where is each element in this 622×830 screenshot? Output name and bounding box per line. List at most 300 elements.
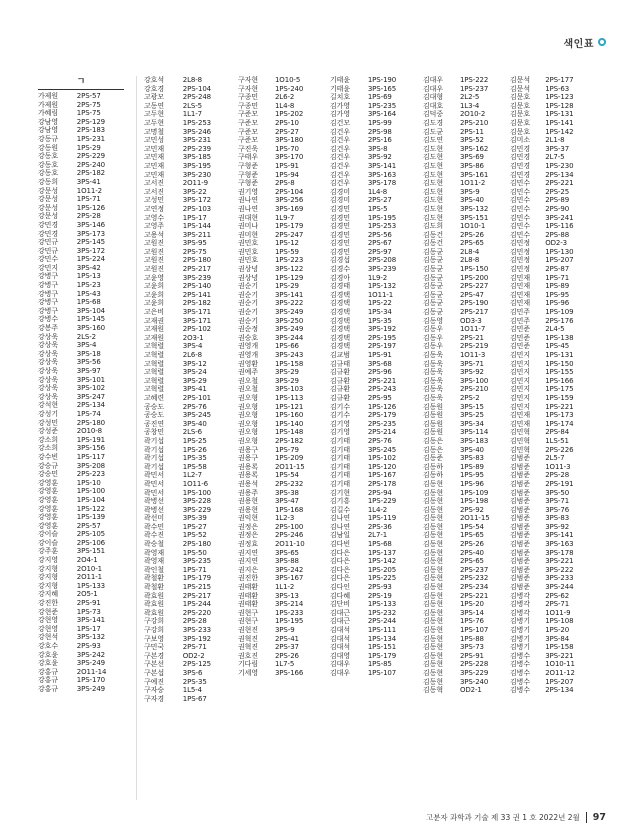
author-name: 강문성 xyxy=(38,203,58,212)
index-entry xyxy=(510,660,590,669)
index-entry xyxy=(144,583,232,592)
page-reference: 3PS-233 xyxy=(182,626,212,634)
page-number: 97 xyxy=(592,811,606,823)
author-name: 김나연 xyxy=(330,514,350,523)
author-name: 김동은 xyxy=(423,436,443,445)
page-reference: 1PS-205 xyxy=(367,565,397,574)
index-entry xyxy=(144,368,232,377)
index-entry xyxy=(510,549,590,558)
index-entry xyxy=(144,291,232,300)
author-name: 권정은 xyxy=(238,531,258,540)
page-reference: 3PS-73 xyxy=(459,643,484,652)
author-name: 김건모 xyxy=(330,118,350,127)
author-name: 김대석 xyxy=(330,626,350,634)
author-name: 강성기 xyxy=(38,409,58,418)
index-entry xyxy=(330,265,416,274)
page-reference: 1L4-2 xyxy=(367,505,388,514)
page-reference: 3PS-25 xyxy=(459,411,484,420)
author-name: 권현구 xyxy=(238,617,258,626)
index-columns xyxy=(38,76,588,800)
author-name: 김동현 xyxy=(423,548,443,557)
index-entry xyxy=(38,487,126,496)
index-entry xyxy=(238,626,322,635)
page-reference: 3PS-172 xyxy=(182,196,212,205)
page-reference: 3PS-103 xyxy=(274,385,304,394)
index-entry xyxy=(330,85,416,94)
author-name: 김기태 xyxy=(330,445,350,454)
index-entry xyxy=(510,188,590,197)
index-entry xyxy=(423,506,507,515)
author-name: 김민경 xyxy=(510,144,530,153)
author-name: 권현진 xyxy=(238,626,258,634)
page-reference: 2PS-62 xyxy=(545,591,570,600)
index-entry xyxy=(330,196,416,205)
author-name: 강동호 xyxy=(38,152,58,161)
index-entry xyxy=(144,695,232,704)
index-entry xyxy=(330,428,416,437)
index-entry xyxy=(510,334,590,343)
page-reference: 2PS-239 xyxy=(182,144,212,153)
index-entry xyxy=(510,93,590,102)
author-name: 김경택 xyxy=(330,290,350,299)
page-reference: 3PS-242 xyxy=(274,565,304,574)
author-name: 고명철 xyxy=(144,127,164,136)
page-reference: 2PS-100 xyxy=(274,522,304,531)
author-name: 김동균 xyxy=(423,247,443,256)
index-entry xyxy=(330,214,416,223)
index-entry xyxy=(38,358,126,367)
author-name: 강문성 xyxy=(38,195,58,204)
page-reference: 2PS-223 xyxy=(76,470,106,479)
author-name: 김동원 xyxy=(423,411,443,420)
author-name: 김대우 xyxy=(330,668,350,677)
author-name: 고혁렬 xyxy=(144,368,164,377)
page-reference: 1PS-173 xyxy=(545,411,574,420)
index-entry xyxy=(144,420,232,429)
author-name: 곽민서 xyxy=(144,488,164,497)
author-name: 김다은 xyxy=(330,574,350,583)
author-name: 강민규 xyxy=(38,246,58,255)
page-reference: 3PS-208 xyxy=(76,461,106,470)
author-name: 김동현 xyxy=(423,565,443,574)
author-name: 김동원 xyxy=(423,419,443,428)
page-reference: 3PS-38 xyxy=(274,488,299,497)
author-name: 김범준 xyxy=(510,565,530,574)
index-entry xyxy=(238,617,322,626)
index-entry xyxy=(510,446,590,455)
index-entry xyxy=(423,635,507,644)
index-entry xyxy=(423,617,507,626)
page-reference: 3PS-13 xyxy=(274,591,299,600)
author-name: 김경택 xyxy=(330,308,350,317)
index-entry xyxy=(423,471,507,480)
author-name: 강문성 xyxy=(38,212,58,221)
page-reference: 1PS-5 xyxy=(367,204,388,213)
page-reference: 1PS-71 xyxy=(545,273,570,282)
index-entry xyxy=(423,557,507,566)
author-name: 강홍규 xyxy=(38,684,58,693)
page-reference: 3PS-250 xyxy=(274,316,304,325)
author-name: 김범준 xyxy=(510,479,530,488)
author-name: 김동현 xyxy=(423,651,443,660)
page-reference: 3PS-249 xyxy=(274,325,304,334)
index-entry xyxy=(510,626,590,635)
author-name: 고광모 xyxy=(144,93,164,102)
page-reference: 2PS-88 xyxy=(545,230,570,239)
index-entry xyxy=(423,643,507,652)
page-reference: 1PS-107 xyxy=(459,626,489,634)
index-entry xyxy=(510,420,590,429)
page-reference: 2PS-57 xyxy=(76,92,101,100)
author-name: 권용구 xyxy=(238,454,258,463)
page-reference: 2PS-76 xyxy=(182,402,207,411)
page-reference: 2PS-35 xyxy=(182,677,207,686)
page-reference: 2O11-1 xyxy=(76,573,102,582)
page-reference: 3PS-83 xyxy=(545,514,570,523)
page-reference: 2PS-208 xyxy=(367,256,397,265)
page-reference: 1PS-144 xyxy=(182,222,212,231)
author-name: 고민재 xyxy=(144,170,164,179)
index-entry xyxy=(510,643,590,652)
page-reference: OD3-3 xyxy=(459,316,482,325)
index-entry xyxy=(144,531,232,540)
author-name: 김민재 xyxy=(510,273,530,282)
index-entry xyxy=(238,394,322,403)
index-entry xyxy=(330,566,416,575)
author-name: 김범준 xyxy=(510,497,530,506)
index-entry xyxy=(330,437,416,446)
index-entry xyxy=(144,506,232,515)
index-entry xyxy=(423,153,507,162)
author-name: 김다빈 xyxy=(330,540,350,549)
page-reference: 1PS-59 xyxy=(274,247,299,256)
index-entry xyxy=(510,231,590,240)
index-entry xyxy=(238,299,322,308)
index-entry xyxy=(238,497,322,506)
author-name: 가혜림 xyxy=(38,109,58,118)
index-entry xyxy=(144,205,232,214)
author-name: 김다은 xyxy=(330,557,350,566)
index-entry xyxy=(144,188,232,197)
author-name: 김동원 xyxy=(423,402,443,411)
author-name: 강호윤 xyxy=(38,659,58,668)
page-reference: 1PS-235 xyxy=(367,101,397,110)
page-reference: 2PS-219 xyxy=(459,342,489,351)
page-reference: 2PS-93 xyxy=(367,583,392,592)
author-name: 강남영 xyxy=(38,117,58,126)
author-name: 강병구 xyxy=(38,272,58,281)
index-entry xyxy=(38,427,126,436)
page-reference: 3PS-169 xyxy=(274,204,304,213)
index-entry xyxy=(38,187,126,196)
index-entry xyxy=(238,102,322,111)
index-entry xyxy=(238,574,322,583)
page-reference: 1PS-50 xyxy=(182,548,207,557)
page-reference: 1PS-12 xyxy=(274,239,299,248)
index-entry xyxy=(238,669,322,678)
index-entry xyxy=(38,230,126,239)
index-entry xyxy=(330,119,416,128)
page-reference: 2PS-26 xyxy=(459,230,484,239)
page-reference: 3PS-235 xyxy=(182,557,212,566)
page-reference: 1PS-167 xyxy=(367,471,397,480)
page-reference: 1PS-43 xyxy=(76,289,101,298)
author-name: 구자현 xyxy=(238,76,258,84)
page-reference: 3PS-167 xyxy=(274,574,304,583)
author-name: 권민호 xyxy=(238,256,258,265)
page-reference: 2PS-28 xyxy=(76,212,101,221)
page-reference: 2PS-87 xyxy=(545,265,570,274)
page-reference: 3PS-29 xyxy=(274,376,299,385)
author-name: 곽기섭 xyxy=(144,454,164,463)
author-name: 구강희 xyxy=(144,617,164,626)
page-reference: 1PS-253 xyxy=(182,118,212,127)
page-reference: 1PS-89 xyxy=(545,282,570,291)
index-entry xyxy=(238,334,322,343)
page-reference: 2PS-183 xyxy=(76,126,106,135)
index-entry xyxy=(238,291,322,300)
page-reference: OD2-2 xyxy=(182,651,205,660)
page-reference: 2PS-180 xyxy=(76,418,106,427)
page-reference: 2PS-90 xyxy=(545,204,570,213)
page-reference: 2PS-140 xyxy=(182,282,212,291)
index-entry xyxy=(510,265,590,274)
index-entry xyxy=(330,385,416,394)
author-name: 권대현 xyxy=(238,213,258,222)
author-name: 김도현 xyxy=(423,144,443,153)
page-reference: 2PS-244 xyxy=(367,617,397,626)
author-name: 고서진 xyxy=(144,179,164,188)
page-reference: 1PS-209 xyxy=(274,454,304,463)
page-reference: 1PS-133 xyxy=(76,581,106,590)
author-name: 강홍규 xyxy=(38,667,58,676)
index-entry xyxy=(38,539,126,548)
index-entry xyxy=(238,600,322,609)
author-name: 권상녕 xyxy=(238,273,258,282)
author-name: 김동욱 xyxy=(423,359,443,368)
author-name: 강호윤 xyxy=(38,650,58,659)
index-entry xyxy=(238,428,322,437)
index-entry xyxy=(144,403,232,412)
page-reference: 2PS-221 xyxy=(367,376,397,385)
page-reference: 3PS-29 xyxy=(274,368,299,377)
page-reference: 3PS-231 xyxy=(182,136,212,145)
author-name: 김기태 xyxy=(330,471,350,480)
page-reference: 2PS-94 xyxy=(367,488,392,497)
page-reference: 1PS-25 xyxy=(182,436,207,445)
author-name: 곽인철 xyxy=(144,565,164,574)
index-entry xyxy=(144,446,232,455)
index-entry xyxy=(330,446,416,455)
index-entry xyxy=(238,540,322,549)
index-entry xyxy=(423,368,507,377)
index-entry xyxy=(330,660,416,669)
page-reference: 3PS-170 xyxy=(274,153,304,162)
index-entry xyxy=(510,102,590,111)
author-name: 길치호 xyxy=(330,93,350,102)
page-reference: 3PS-86 xyxy=(459,161,484,170)
index-entry xyxy=(144,678,232,687)
index-entry xyxy=(510,635,590,644)
author-name: 고서진 xyxy=(144,187,164,196)
author-name: 김남일 xyxy=(330,531,350,540)
page-reference: 1PS-67 xyxy=(182,694,207,703)
index-entry xyxy=(510,497,590,506)
author-name: 김민수 xyxy=(510,187,530,196)
index-entry xyxy=(330,274,416,283)
index-entry xyxy=(144,609,232,618)
page-reference: 1PS-159 xyxy=(545,393,574,402)
author-name: 김기흥 xyxy=(330,497,350,506)
author-name: 김동균 xyxy=(423,290,443,299)
page-reference: 1L7-5 xyxy=(274,660,295,669)
author-name: 김민재 xyxy=(510,411,530,420)
page-reference: 1LS-51 xyxy=(545,436,569,445)
page-reference: 1PS-54 xyxy=(274,471,299,480)
index-entry xyxy=(330,617,416,626)
page-reference: 3PS-146 xyxy=(76,220,106,229)
author-name: 곽철환 xyxy=(144,574,164,583)
index-entry xyxy=(38,573,126,582)
author-name: 김규환 xyxy=(330,393,350,402)
author-name: 권나연 xyxy=(238,204,258,213)
index-entry xyxy=(38,290,126,299)
page-reference: 1PS-71 xyxy=(76,195,101,204)
index-entry xyxy=(423,308,507,317)
index-entry xyxy=(330,420,416,429)
author-name: 김기태 xyxy=(330,454,350,463)
page-reference: 2O10-8 xyxy=(76,427,102,436)
index-entry xyxy=(423,540,507,549)
author-name: 김동원 xyxy=(423,428,443,437)
author-name: 김동현 xyxy=(423,505,443,514)
page-reference: 2PS-180 xyxy=(182,540,212,549)
index-entry xyxy=(238,145,322,154)
index-entry xyxy=(510,523,590,532)
author-name: 권용록 xyxy=(238,471,258,480)
index-entry xyxy=(144,110,232,119)
page-reference: 1PS-34 xyxy=(367,308,392,317)
page-reference: 1L1-7 xyxy=(182,110,203,119)
index-entry xyxy=(330,153,416,162)
index-entry xyxy=(144,282,232,291)
page-reference: 2LS-6 xyxy=(182,428,202,437)
page-reference: 2PS-141 xyxy=(182,290,212,299)
index-entry xyxy=(238,85,322,94)
author-name: 권예주 xyxy=(238,368,258,377)
author-name: 구보영 xyxy=(144,634,164,643)
index-entry xyxy=(423,162,507,171)
page-reference: 1PS-17 xyxy=(76,624,101,633)
author-name: 공창민 xyxy=(144,428,164,437)
author-name: 김동균 xyxy=(423,265,443,274)
author-name: 김민주 xyxy=(510,316,530,325)
author-name: 김동균 xyxy=(423,308,443,317)
index-entry xyxy=(510,609,590,618)
author-name: 김경민 xyxy=(330,204,350,213)
author-name: 권진한 xyxy=(238,574,258,583)
author-name: 강영훈 xyxy=(38,478,58,487)
index-entry xyxy=(144,480,232,489)
page-reference: 3PS-163 xyxy=(367,170,397,179)
page-reference: 2L8-8 xyxy=(459,256,480,265)
author-name: 김민정 xyxy=(510,256,530,265)
page-reference: 3PS-214 xyxy=(274,600,304,609)
page-reference: 1L9-7 xyxy=(274,213,295,222)
author-name: 강동원 xyxy=(38,143,58,152)
page-reference: 2PS-105 xyxy=(76,530,106,539)
index-entry xyxy=(330,609,416,618)
author-name: 고영주 xyxy=(144,222,164,231)
index-entry xyxy=(38,376,126,385)
author-name: 김범준 xyxy=(510,531,530,540)
index-entry xyxy=(238,282,322,291)
author-name: 김동준 xyxy=(423,454,443,463)
index-entry xyxy=(238,635,322,644)
author-name: 김병수 xyxy=(510,660,530,669)
author-name: 김경미 xyxy=(330,187,350,196)
index-entry xyxy=(423,231,507,240)
author-name: 김가영 xyxy=(330,110,350,119)
page-reference: 2L7-1 xyxy=(367,531,388,540)
page-reference: 3PS-71 xyxy=(545,497,570,506)
author-name: 구준모 xyxy=(238,110,258,119)
author-name: 구준모 xyxy=(238,136,258,145)
page-reference: 2L6-2 xyxy=(274,93,295,102)
page-reference: 3PS-172 xyxy=(76,246,106,255)
page-reference: 1O10-1 xyxy=(459,222,486,231)
author-name: 김문호 xyxy=(510,118,530,127)
index-entry xyxy=(144,342,232,351)
index-entry xyxy=(330,652,416,661)
author-name: 고민재 xyxy=(144,161,164,170)
page-reference: 2PS-106 xyxy=(76,538,106,547)
page-reference: 3PS-40 xyxy=(459,196,484,205)
author-name: 김민혁 xyxy=(510,428,530,437)
index-entry xyxy=(330,635,416,644)
author-name: 권민호 xyxy=(238,247,258,256)
index-entry xyxy=(144,325,232,334)
author-name: 김민재 xyxy=(510,282,530,291)
page-reference: 1PS-104 xyxy=(76,495,106,504)
page-reference: 2PS-26 xyxy=(274,651,299,660)
author-name: 강호석 xyxy=(144,76,164,84)
author-name: 김범준 xyxy=(510,548,530,557)
author-name: 곽민서 xyxy=(144,479,164,488)
page-reference: 1PS-113 xyxy=(274,393,304,402)
index-entry xyxy=(144,119,232,128)
page-reference: 1PS-45 xyxy=(545,342,570,351)
author-name: 강현석 xyxy=(38,633,58,642)
index-entry xyxy=(144,686,232,695)
author-name: 김동우 xyxy=(423,325,443,334)
author-name: 김범준 xyxy=(510,583,530,592)
author-name: 김민경 xyxy=(510,161,530,170)
index-entry xyxy=(144,471,232,480)
index-entry xyxy=(144,93,232,102)
page-reference: 1PS-71 xyxy=(182,565,207,574)
author-name: 구종민 xyxy=(238,93,258,102)
page-reference: 2L4-5 xyxy=(545,325,565,334)
author-name: 고은비 xyxy=(144,308,164,317)
page-reference: 1PS-54 xyxy=(459,522,484,531)
author-name: 고혁렬 xyxy=(144,342,164,351)
index-entry xyxy=(423,248,507,257)
index-entry xyxy=(38,685,126,694)
page-reference: 2PS-97 xyxy=(367,247,392,256)
index-entry xyxy=(330,574,416,583)
author-name: 김민주 xyxy=(510,308,530,317)
